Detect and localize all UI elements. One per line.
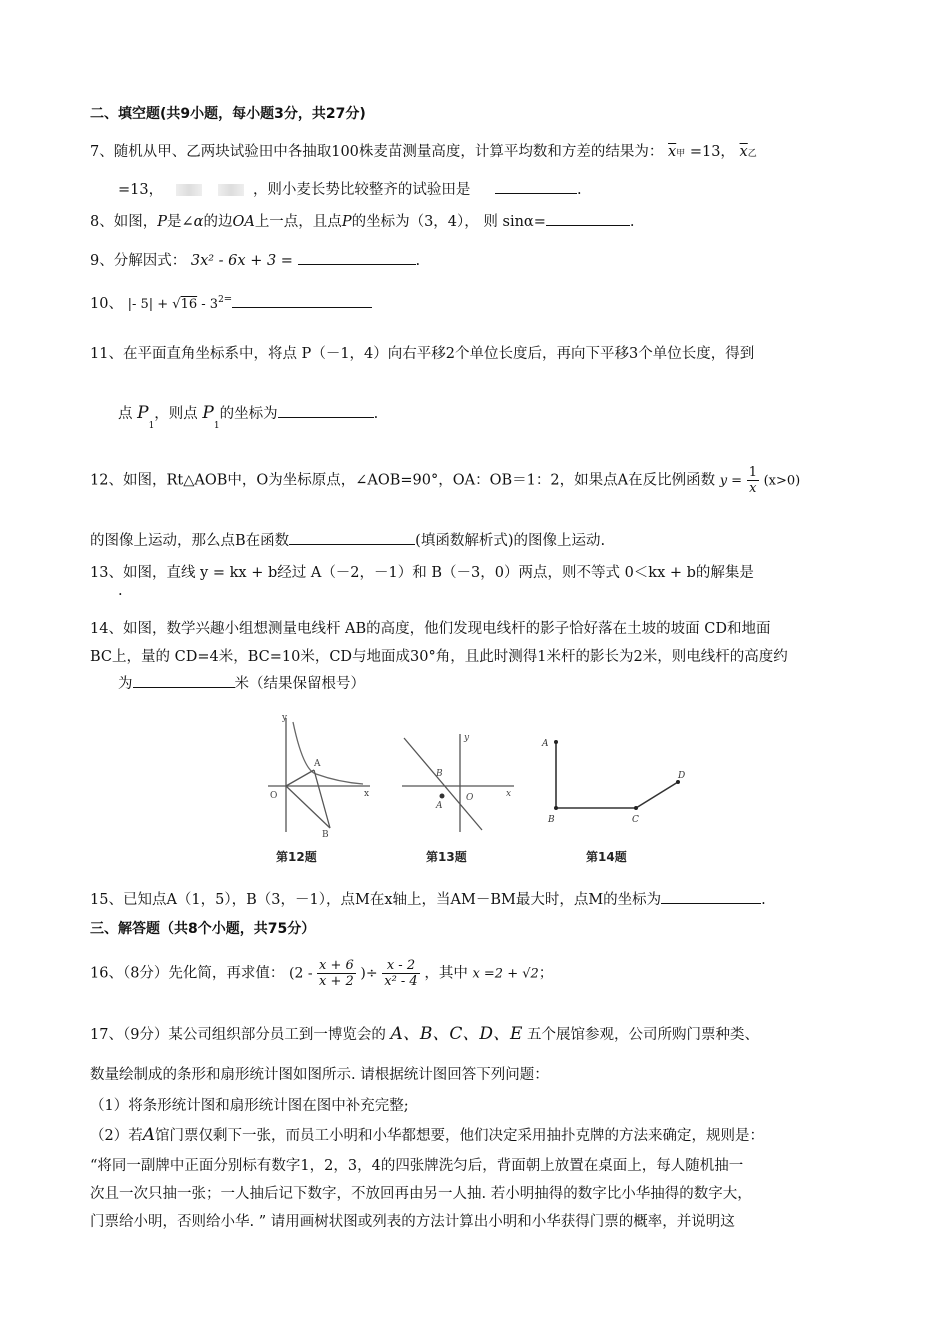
answer-blank-15[interactable]: [661, 889, 761, 904]
question-9: 9、分解因式： 3x² - 6x + 3 = .: [90, 249, 420, 270]
figure-13-caption: 第13题: [426, 850, 467, 864]
fraction-1: $\frac{x + 6}{x + 2}$: [319, 958, 354, 989]
line-kx-b: [404, 738, 482, 830]
answer-blank-7[interactable]: [495, 179, 577, 194]
xbar-jia: $\overline{x}$: [668, 144, 677, 160]
question-13-line-2: .: [118, 583, 123, 599]
label-b: B: [548, 815, 555, 825]
question-17-line-4: （2）若A馆门票仅剩下一张，而员工小明和小华都想要，他们决定采用抽扑克牌的方法来确定，规则是：: [90, 1125, 765, 1145]
question-17-line-2: 数量绘制成的条形和扇形统计图如图所示. 请根据统计图回答下列问题：: [90, 1067, 549, 1083]
question-11-line-2: 点 $P_1$，则点 $P_1$的坐标为 .: [118, 403, 379, 431]
question-8: 8、如图，P是∠α的边OA上一点，且点P的坐标为（3，4）， 则 sinα= .: [90, 210, 634, 231]
label-o: O: [466, 793, 474, 803]
question-16: 16、（8分）先化简，再求值： (2 - $\frac{x + 6}{x + 2}$ )÷ $\frac{x - 2}{\text{x² - 4}}$ ，其中 x =2 + √2；: [90, 958, 554, 989]
label-y: y: [282, 713, 288, 723]
question-17-line-7: 门票给小明，否则给小华. ” 请用画树状图或列表的方法计算出小明和小华获得门票的概率，并说明这: [90, 1214, 735, 1230]
label-d: D: [678, 771, 686, 781]
label-a: A: [436, 801, 443, 811]
hyperbola-curve: [293, 722, 363, 784]
figure-14-caption: 第14题: [586, 850, 627, 864]
segment-ob: [286, 786, 330, 828]
label-c: C: [632, 815, 639, 825]
question-14-line-2: BC上，量的 CD=4米，BC=10米，CD与地面成30°角，且此时测得1米杆的影长为2米，则电线杆的高度约: [90, 649, 788, 665]
question-13-line-1: 13、如图，直线 y = kx + b经过 A（－2，－1）和 B（－3，0）两点，则不等式 0＜kx + b的解集是: [90, 565, 754, 581]
label-x: x: [506, 789, 512, 799]
xbar-yi: $\overline{x}$: [739, 144, 748, 160]
label-b: B: [436, 769, 443, 779]
question-17-line-3: （1）将条形统计图和扇形统计图在图中补充完整;: [90, 1098, 409, 1114]
figure-12-caption: 第12题: [276, 850, 317, 864]
question-7-line-1: 7、随机从甲、乙两块试验田中各抽取100株麦苗测量高度，计算平均数和方差的结果为： $\overline{x}$甲 =13， $\overline{x}$乙: [90, 144, 757, 160]
question-14-line-3: 为 米（结果保留根号）: [118, 672, 365, 693]
point-a: [440, 794, 445, 799]
answer-blank-11[interactable]: [278, 403, 374, 418]
question-10: 10、 |- $5| + √16 - 3^{2=}$: [90, 292, 372, 313]
label-a: A: [542, 739, 549, 749]
figure-13-graph: [398, 728, 518, 838]
fraction-1-over-x: $\frac{1}{x}$: [748, 465, 757, 496]
label-a: A: [314, 759, 321, 769]
figure-14-graph: [538, 732, 708, 832]
section-title-3: 三、解答题（共8个小题，共75分）: [90, 921, 316, 937]
label-x: x: [364, 789, 370, 799]
answer-blank-12[interactable]: [289, 530, 415, 545]
question-17-line-5: “将同一副牌中正面分别标有数字1，2，3，4的四张牌洗匀后，背面朝上放置在桌面上，每人随机抽一: [90, 1158, 744, 1174]
question-12-line-2: 的图像上运动，那么点B在函数 (填函数解析式)的图像上运动.: [90, 529, 605, 550]
answer-blank-9[interactable]: [298, 250, 416, 265]
figure-12-graph: [258, 710, 380, 840]
segment-oa: [286, 770, 314, 786]
answer-blank-14[interactable]: [133, 673, 235, 688]
faded-formula-2: [218, 184, 244, 196]
question-7-line-2: =13， ，则小麦长势比较整齐的试验田是 .: [118, 178, 582, 199]
label-b: B: [322, 830, 329, 840]
question-14-line-1: 14、如图，数学兴趣小组想测量电线杆 AB的高度，他们发现电线杆的影子恰好落在土坡的坡面 CD和地面: [90, 621, 771, 637]
question-11-line-1: 11、在平面直角坐标系中，将点 P（－1，4）向右平移2个单位长度后，再向下平移3个单位长度，得到: [90, 346, 755, 362]
segment-ab: [314, 770, 330, 828]
label-o: O: [270, 791, 278, 801]
faded-formula-1: [176, 184, 202, 196]
fraction-2: $\frac{x - 2}{\text{x² - 4}}$: [384, 958, 418, 989]
question-15: 15、已知点A（1，5），B（3，－1），点M在x轴上，当AM－BM最大时，点M的坐标为 .: [90, 888, 766, 909]
answer-blank-8[interactable]: [546, 211, 630, 226]
question-12-line-1: 12、如图，Rt△AOB中，O为坐标原点，∠AOB=90°，OA：OB＝1：2，如果点A在反比例函数 y = $\frac{1}{x}$ (x>0): [90, 465, 801, 496]
section-title: 二、填空题(共9小题，每小题3分，共27分): [90, 106, 366, 122]
question-17-line-1: 17、（9分）某公司组织部分员工到一博览会的 A、B、C、D、E 五个展馆参观，公司所购门票种类、: [90, 1024, 759, 1044]
question-17-line-6: 次且一次只抽一张；一人抽后记下数字，不放回再由另一人抽. 若小明抽得的数字比小华抽得的数字大，: [90, 1186, 752, 1202]
answer-blank-10[interactable]: [232, 293, 372, 308]
slope-cd: [636, 782, 678, 808]
label-y: y: [464, 733, 470, 743]
